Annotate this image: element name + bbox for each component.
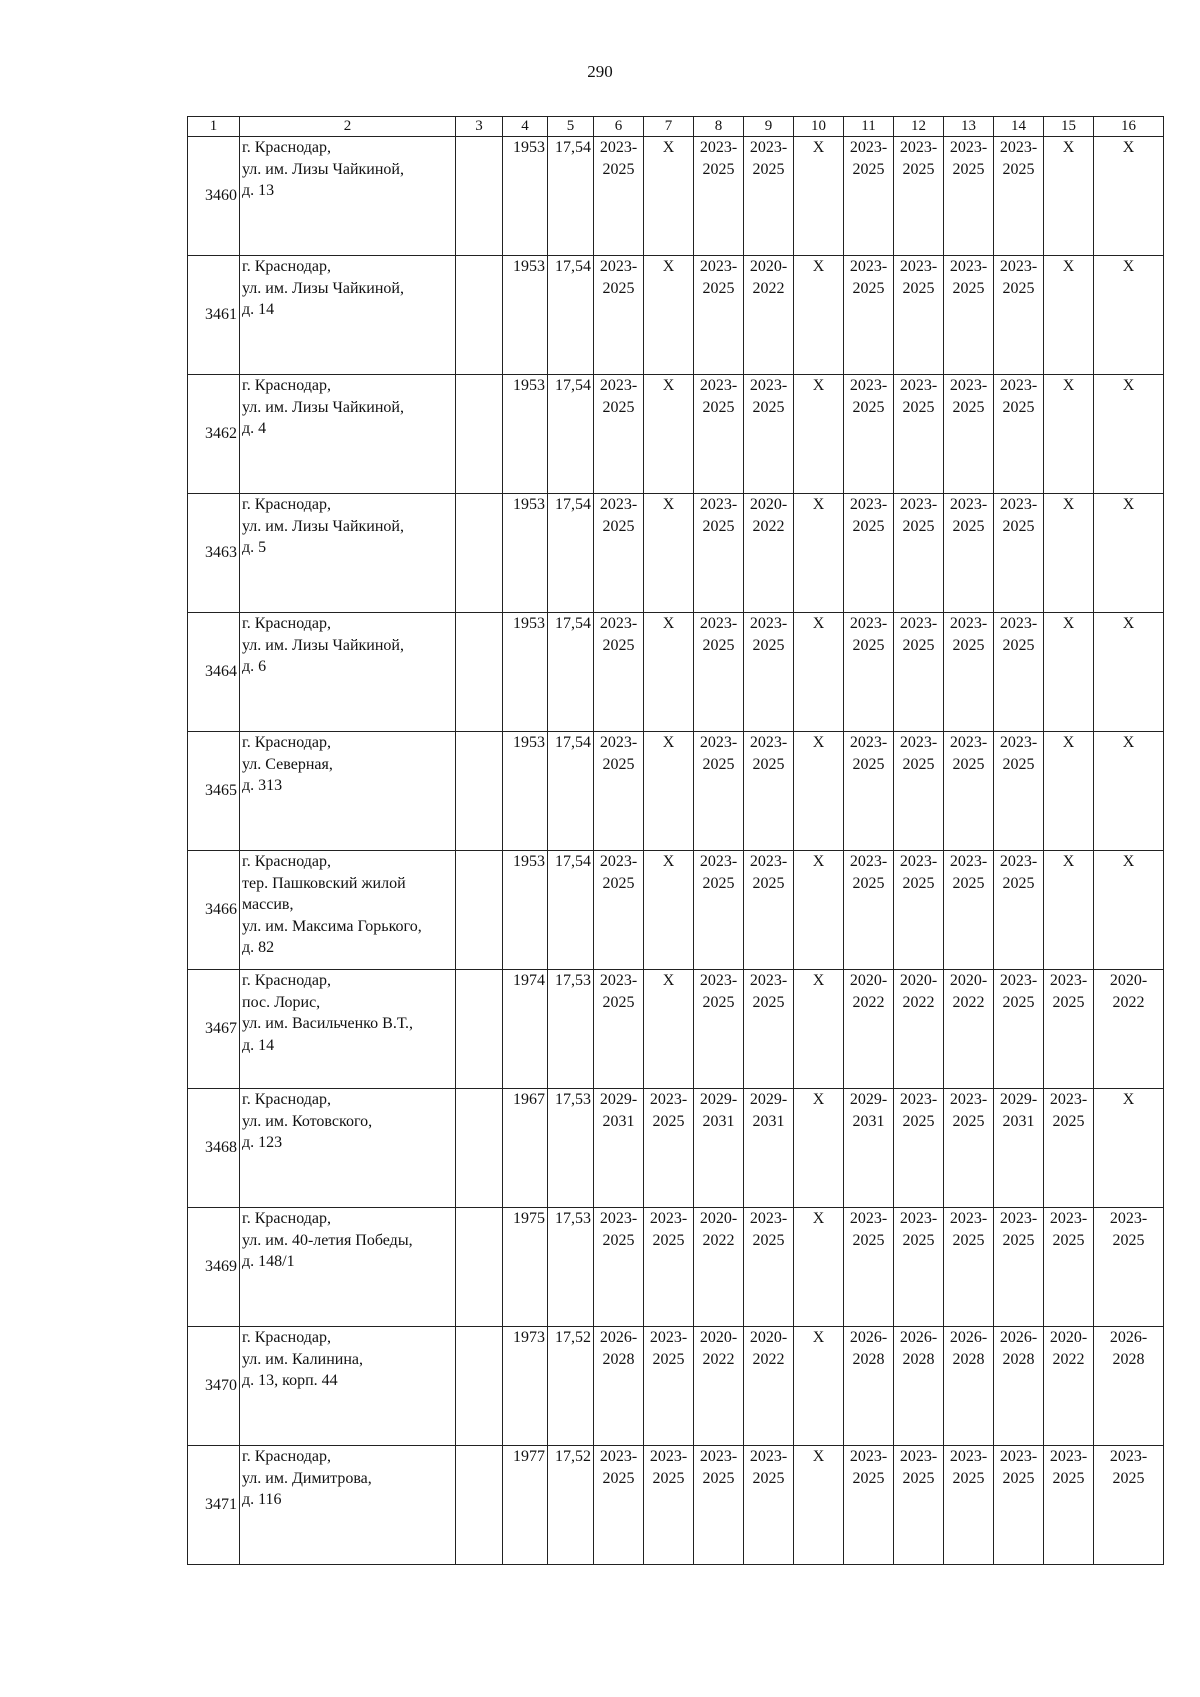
- build-year-cell: 1953: [503, 851, 548, 970]
- area-cell: 17,54: [548, 613, 594, 732]
- period-cell-col-12: 2023- 2025: [894, 137, 944, 256]
- period-cell-col-6: 2023- 2025: [594, 1208, 644, 1327]
- period-cell-col-11: 2026- 2028: [844, 1327, 894, 1446]
- table-row: [188, 256, 1164, 375]
- period-cell-col-14: 2023- 2025: [994, 256, 1044, 375]
- table-body: [188, 137, 1164, 1565]
- column-header-3: 3: [456, 117, 503, 137]
- row-number: 3460: [188, 137, 240, 256]
- period-cell-col-15: X: [1044, 613, 1094, 732]
- address-line: пос. Лорис,: [242, 993, 321, 1011]
- period-cell-col-14: 2023- 2025: [994, 1446, 1044, 1565]
- build-year-cell: 1953: [503, 137, 548, 256]
- period-cell-col-12: 2026- 2028: [894, 1327, 944, 1446]
- period-cell-col-8: 2023- 2025: [694, 494, 744, 613]
- address-cell: [240, 137, 456, 256]
- period-cell-col-10: X: [794, 613, 844, 732]
- area-cell: 17,53: [548, 1089, 594, 1208]
- period-cell-col-15: 2023- 2025: [1044, 1208, 1094, 1327]
- column-header-16: 16: [1094, 117, 1164, 137]
- period-cell-col-11: 2023- 2025: [844, 613, 894, 732]
- build-year-cell: 1953: [503, 256, 548, 375]
- address-line: г. Краснодар,: [242, 1448, 331, 1465]
- address-line: д. 14: [242, 1036, 275, 1054]
- row-number: 3465: [188, 732, 240, 851]
- period-cell-col-10: X: [794, 1089, 844, 1208]
- address-line: ул. им. Максима Горького,: [242, 917, 422, 935]
- period-cell-col-9: 2023- 2025: [744, 137, 794, 256]
- column-header-7: 7: [644, 117, 694, 137]
- address-line: ул. им. Лизы Чайкиной,: [242, 517, 404, 535]
- address-cell: [240, 1208, 456, 1327]
- address-line: тер. Пашковский жилой: [242, 874, 406, 892]
- address-line: г. Краснодар,: [242, 1210, 331, 1227]
- column-3-cell: [456, 970, 503, 1089]
- table-row: [188, 1327, 1164, 1446]
- period-cell-col-9: 2020- 2022: [744, 1327, 794, 1446]
- address-line: г. Краснодар,: [242, 615, 331, 632]
- period-cell-col-7: X: [644, 970, 694, 1089]
- period-cell-col-16: X: [1094, 1089, 1164, 1208]
- period-cell-col-15: X: [1044, 851, 1094, 970]
- period-cell-col-15: 2023- 2025: [1044, 970, 1094, 1089]
- address-cell: [240, 1089, 456, 1208]
- period-cell-col-11: 2023- 2025: [844, 137, 894, 256]
- column-3-cell: [456, 1446, 503, 1565]
- address-line: д. 4: [242, 420, 267, 438]
- column-header-2: 2: [240, 117, 456, 137]
- table-row: [188, 137, 1164, 256]
- period-cell-col-15: 2023- 2025: [1044, 1089, 1094, 1208]
- row-number: 3462: [188, 375, 240, 494]
- period-cell-col-13: 2026- 2028: [944, 1327, 994, 1446]
- address-line: д. 13, корп. 44: [242, 1372, 338, 1390]
- period-cell-col-13: 2023- 2025: [944, 1089, 994, 1208]
- build-year-cell: 1973: [503, 1327, 548, 1446]
- period-cell-col-15: X: [1044, 375, 1094, 494]
- table-row: [188, 851, 1164, 970]
- build-year-cell: 1975: [503, 1208, 548, 1327]
- column-header-13: 13: [944, 117, 994, 137]
- period-cell-col-11: 2020- 2022: [844, 970, 894, 1089]
- build-year-cell: 1967: [503, 1089, 548, 1208]
- area-cell: 17,54: [548, 375, 594, 494]
- area-cell: 17,53: [548, 970, 594, 1089]
- period-cell-col-6: 2023- 2025: [594, 970, 644, 1089]
- period-cell-col-12: 2023- 2025: [894, 375, 944, 494]
- period-cell-col-14: 2023- 2025: [994, 375, 1044, 494]
- period-cell-col-16: X: [1094, 256, 1164, 375]
- column-3-cell: [456, 1327, 503, 1446]
- table-row: [188, 613, 1164, 732]
- period-cell-col-15: X: [1044, 494, 1094, 613]
- address-line: г. Краснодар,: [242, 853, 331, 870]
- address-line: д. 123: [242, 1134, 283, 1152]
- row-number: 3463: [188, 494, 240, 613]
- period-cell-col-6: 2023- 2025: [594, 375, 644, 494]
- period-cell-col-6: 2023- 2025: [594, 732, 644, 851]
- period-cell-col-13: 2023- 2025: [944, 494, 994, 613]
- build-year-cell: 1953: [503, 732, 548, 851]
- period-cell-col-9: 2023- 2025: [744, 1208, 794, 1327]
- address-line: г. Краснодар,: [242, 972, 331, 989]
- period-cell-col-16: 2023- 2025: [1094, 1208, 1164, 1327]
- period-cell-col-8: 2023- 2025: [694, 137, 744, 256]
- period-cell-col-16: X: [1094, 851, 1164, 970]
- period-cell-col-9: 2029- 2031: [744, 1089, 794, 1208]
- period-cell-col-7: 2023- 2025: [644, 1327, 694, 1446]
- period-cell-col-7: X: [644, 137, 694, 256]
- address-cell: [240, 256, 456, 375]
- period-cell-col-10: X: [794, 375, 844, 494]
- column-header-12: 12: [894, 117, 944, 137]
- period-cell-col-11: 2023- 2025: [844, 732, 894, 851]
- column-header-4: 4: [503, 117, 548, 137]
- period-cell-col-8: 2023- 2025: [694, 256, 744, 375]
- period-cell-col-11: 2023- 2025: [844, 256, 894, 375]
- period-cell-col-7: 2023- 2025: [644, 1089, 694, 1208]
- address-line: ул. им. Калинина,: [242, 1350, 364, 1368]
- period-cell-col-8: 2020- 2022: [694, 1327, 744, 1446]
- column-3-cell: [456, 137, 503, 256]
- period-cell-col-9: 2020- 2022: [744, 494, 794, 613]
- build-year-cell: 1953: [503, 375, 548, 494]
- column-3-cell: [456, 851, 503, 970]
- period-cell-col-14: 2023- 2025: [994, 732, 1044, 851]
- period-cell-col-6: 2023- 2025: [594, 1446, 644, 1565]
- column-header-10: 10: [794, 117, 844, 137]
- period-cell-col-15: 2023- 2025: [1044, 1446, 1094, 1565]
- period-cell-col-12: 2023- 2025: [894, 1446, 944, 1565]
- column-3-cell: [456, 256, 503, 375]
- row-number: 3469: [188, 1208, 240, 1327]
- period-cell-col-9: 2023- 2025: [744, 970, 794, 1089]
- period-cell-col-11: 2023- 2025: [844, 1446, 894, 1565]
- period-cell-col-13: 2020- 2022: [944, 970, 994, 1089]
- address-cell: [240, 851, 456, 970]
- address-cell: [240, 375, 456, 494]
- period-cell-col-11: 2029- 2031: [844, 1089, 894, 1208]
- address-line: д. 148/1: [242, 1253, 295, 1271]
- period-cell-col-8: 2023- 2025: [694, 732, 744, 851]
- period-cell-col-10: X: [794, 1208, 844, 1327]
- period-cell-col-6: 2029- 2031: [594, 1089, 644, 1208]
- row-number: 3471: [188, 1446, 240, 1565]
- column-header-11: 11: [844, 117, 894, 137]
- period-cell-col-9: 2023- 2025: [744, 613, 794, 732]
- period-cell-col-12: 2023- 2025: [894, 1089, 944, 1208]
- period-cell-col-7: X: [644, 732, 694, 851]
- area-cell: 17,52: [548, 1446, 594, 1565]
- address-line: д. 13: [242, 182, 275, 200]
- period-cell-col-12: 2023- 2025: [894, 732, 944, 851]
- period-cell-col-6: 2023- 2025: [594, 613, 644, 732]
- period-cell-col-8: 2023- 2025: [694, 1446, 744, 1565]
- area-cell: 17,52: [548, 1327, 594, 1446]
- area-cell: 17,54: [548, 256, 594, 375]
- table-row: [188, 1446, 1164, 1565]
- period-cell-col-12: 2023- 2025: [894, 851, 944, 970]
- period-cell-col-16: X: [1094, 732, 1164, 851]
- period-cell-col-8: 2029- 2031: [694, 1089, 744, 1208]
- area-cell: 17,54: [548, 137, 594, 256]
- period-cell-col-12: 2023- 2025: [894, 256, 944, 375]
- period-cell-col-14: 2023- 2025: [994, 851, 1044, 970]
- address-line: д. 82: [242, 939, 275, 957]
- table-row: [188, 732, 1164, 851]
- period-cell-col-9: 2023- 2025: [744, 732, 794, 851]
- address-line: д. 313: [242, 777, 283, 795]
- period-cell-col-14: 2023- 2025: [994, 1208, 1044, 1327]
- period-cell-col-7: X: [644, 613, 694, 732]
- address-line: ул. им. Лизы Чайкиной,: [242, 398, 404, 416]
- area-cell: 17,53: [548, 1208, 594, 1327]
- period-cell-col-13: 2023- 2025: [944, 375, 994, 494]
- column-header-8: 8: [694, 117, 744, 137]
- column-3-cell: [456, 1208, 503, 1327]
- address-line: д. 6: [242, 658, 267, 676]
- address-line: ул. им. 40-летия Победы,: [242, 1231, 413, 1249]
- address-cell: [240, 1446, 456, 1565]
- registry-sheet: [187, 116, 1163, 1565]
- page-number: 290: [587, 62, 613, 81]
- period-cell-col-6: 2023- 2025: [594, 137, 644, 256]
- period-cell-col-11: 2023- 2025: [844, 375, 894, 494]
- period-cell-col-8: 2020- 2022: [694, 1208, 744, 1327]
- address-line: г. Краснодар,: [242, 377, 331, 394]
- address-cell: [240, 1327, 456, 1446]
- period-cell-col-16: X: [1094, 375, 1164, 494]
- period-cell-col-15: X: [1044, 137, 1094, 256]
- address-line: г. Краснодар,: [242, 258, 331, 275]
- table-header: [188, 117, 1164, 137]
- period-cell-col-16: 2023- 2025: [1094, 1446, 1164, 1565]
- address-line: массив,: [242, 896, 294, 914]
- address-cell: [240, 970, 456, 1089]
- period-cell-col-11: 2023- 2025: [844, 1208, 894, 1327]
- column-header-14: 14: [994, 117, 1044, 137]
- period-cell-col-6: 2026- 2028: [594, 1327, 644, 1446]
- area-cell: 17,54: [548, 732, 594, 851]
- period-cell-col-6: 2023- 2025: [594, 494, 644, 613]
- table-row: [188, 494, 1164, 613]
- header-row: [188, 117, 1164, 137]
- address-cell: [240, 732, 456, 851]
- address-cell: [240, 613, 456, 732]
- period-cell-col-10: X: [794, 732, 844, 851]
- period-cell-col-13: 2023- 2025: [944, 256, 994, 375]
- address-line: ул. им. Лизы Чайкиной,: [242, 279, 404, 297]
- area-cell: 17,54: [548, 851, 594, 970]
- address-cell: [240, 494, 456, 613]
- row-number: 3464: [188, 613, 240, 732]
- period-cell-col-8: 2023- 2025: [694, 613, 744, 732]
- period-cell-col-13: 2023- 2025: [944, 1446, 994, 1565]
- period-cell-col-6: 2023- 2025: [594, 256, 644, 375]
- period-cell-col-9: 2023- 2025: [744, 1446, 794, 1565]
- build-year-cell: 1977: [503, 1446, 548, 1565]
- period-cell-col-10: X: [794, 1327, 844, 1446]
- period-cell-col-10: X: [794, 494, 844, 613]
- period-cell-col-7: X: [644, 256, 694, 375]
- row-number: 3468: [188, 1089, 240, 1208]
- period-cell-col-12: 2023- 2025: [894, 1208, 944, 1327]
- address-line: г. Краснодар,: [242, 1329, 331, 1346]
- address-line: ул. им. Котовского,: [242, 1112, 373, 1130]
- period-cell-col-6: 2023- 2025: [594, 851, 644, 970]
- period-cell-col-8: 2023- 2025: [694, 375, 744, 494]
- period-cell-col-16: X: [1094, 137, 1164, 256]
- period-cell-col-7: 2023- 2025: [644, 1208, 694, 1327]
- period-cell-col-9: 2023- 2025: [744, 375, 794, 494]
- address-line: ул. им. Лизы Чайкиной,: [242, 160, 404, 178]
- period-cell-col-14: 2023- 2025: [994, 613, 1044, 732]
- period-cell-col-10: X: [794, 256, 844, 375]
- period-cell-col-11: 2023- 2025: [844, 851, 894, 970]
- address-line: г. Краснодар,: [242, 139, 331, 156]
- address-line: д. 14: [242, 301, 275, 319]
- period-cell-col-13: 2023- 2025: [944, 851, 994, 970]
- build-year-cell: 1974: [503, 970, 548, 1089]
- column-3-cell: [456, 613, 503, 732]
- column-header-9: 9: [744, 117, 794, 137]
- build-year-cell: 1953: [503, 613, 548, 732]
- column-header-15: 15: [1044, 117, 1094, 137]
- period-cell-col-10: X: [794, 1446, 844, 1565]
- period-cell-col-16: 2020- 2022: [1094, 970, 1164, 1089]
- period-cell-col-10: X: [794, 137, 844, 256]
- table-row: [188, 1208, 1164, 1327]
- address-line: ул. им. Васильченко В.Т.,: [242, 1015, 413, 1033]
- period-cell-col-14: 2029- 2031: [994, 1089, 1044, 1208]
- period-cell-col-9: 2020- 2022: [744, 256, 794, 375]
- address-line: ул. им. Лизы Чайкиной,: [242, 636, 404, 654]
- period-cell-col-7: X: [644, 494, 694, 613]
- period-cell-col-13: 2023- 2025: [944, 137, 994, 256]
- period-cell-col-16: X: [1094, 613, 1164, 732]
- row-number: 3466: [188, 851, 240, 970]
- period-cell-col-7: X: [644, 375, 694, 494]
- table-row: [188, 1089, 1164, 1208]
- row-number: 3467: [188, 970, 240, 1089]
- period-cell-col-15: 2020- 2022: [1044, 1327, 1094, 1446]
- period-cell-col-7: 2023- 2025: [644, 1446, 694, 1565]
- column-3-cell: [456, 732, 503, 851]
- period-cell-col-12: 2020- 2022: [894, 970, 944, 1089]
- period-cell-col-8: 2023- 2025: [694, 970, 744, 1089]
- column-header-1: 1: [188, 117, 240, 137]
- column-3-cell: [456, 1089, 503, 1208]
- address-line: г. Краснодар,: [242, 1091, 331, 1108]
- area-cell: 17,54: [548, 494, 594, 613]
- period-cell-col-11: 2023- 2025: [844, 494, 894, 613]
- period-cell-col-14: 2023- 2025: [994, 137, 1044, 256]
- address-line: д. 116: [242, 1491, 282, 1509]
- table-row: [188, 970, 1164, 1089]
- period-cell-col-14: 2023- 2025: [994, 970, 1044, 1089]
- period-cell-col-13: 2023- 2025: [944, 1208, 994, 1327]
- period-cell-col-7: X: [644, 851, 694, 970]
- row-number: 3461: [188, 256, 240, 375]
- period-cell-col-16: 2026- 2028: [1094, 1327, 1164, 1446]
- period-cell-col-10: X: [794, 970, 844, 1089]
- column-3-cell: [456, 375, 503, 494]
- period-cell-col-10: X: [794, 851, 844, 970]
- period-cell-col-12: 2023- 2025: [894, 494, 944, 613]
- period-cell-col-15: X: [1044, 732, 1094, 851]
- address-line: ул. им. Димитрова,: [242, 1469, 372, 1487]
- column-header-5: 5: [548, 117, 594, 137]
- column-3-cell: [456, 494, 503, 613]
- period-cell-col-12: 2023- 2025: [894, 613, 944, 732]
- address-line: д. 5: [242, 539, 267, 557]
- address-line: г. Краснодар,: [242, 734, 331, 751]
- table-row: [188, 375, 1164, 494]
- housing-registry-table: [187, 116, 1164, 1565]
- period-cell-col-16: X: [1094, 494, 1164, 613]
- address-line: ул. Северная,: [242, 755, 333, 773]
- address-line: г. Краснодар,: [242, 496, 331, 513]
- column-header-6: 6: [594, 117, 644, 137]
- period-cell-col-8: 2023- 2025: [694, 851, 744, 970]
- period-cell-col-14: 2026- 2028: [994, 1327, 1044, 1446]
- period-cell-col-14: 2023- 2025: [994, 494, 1044, 613]
- period-cell-col-15: X: [1044, 256, 1094, 375]
- build-year-cell: 1953: [503, 494, 548, 613]
- row-number: 3470: [188, 1327, 240, 1446]
- period-cell-col-9: 2023- 2025: [744, 851, 794, 970]
- period-cell-col-13: 2023- 2025: [944, 613, 994, 732]
- period-cell-col-13: 2023- 2025: [944, 732, 994, 851]
